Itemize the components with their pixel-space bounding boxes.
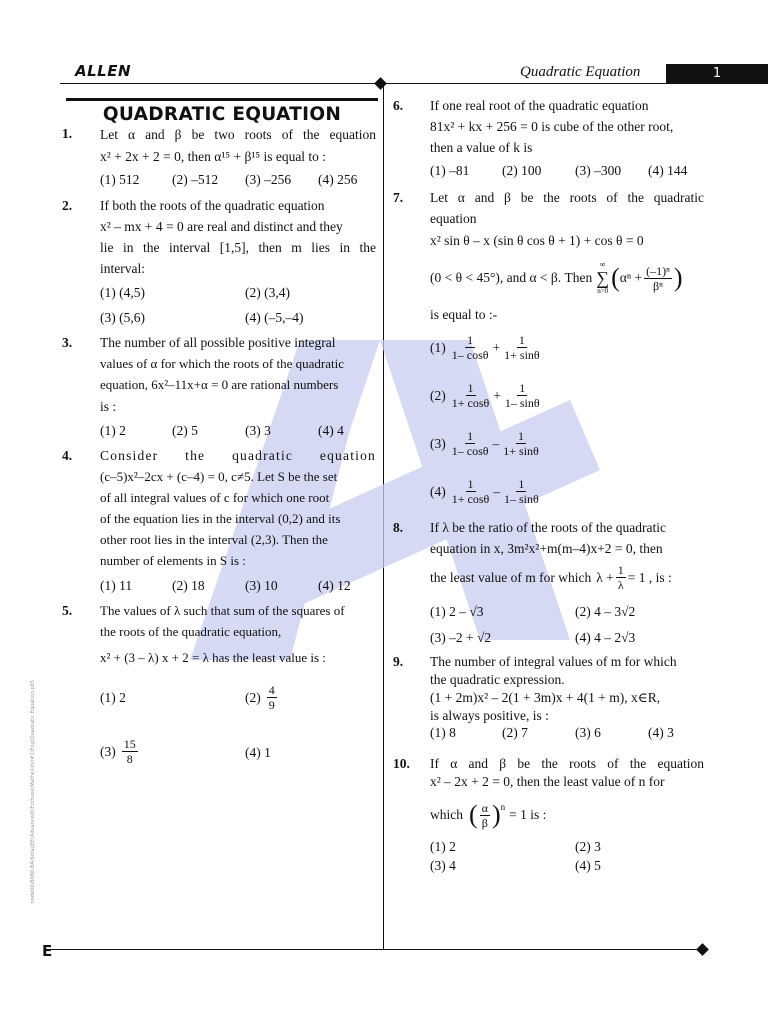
question-text: Let α and β be the roots of the quadratic [430,190,704,205]
question-text: then a value of k is [430,140,533,155]
option: (1) 8 [430,725,456,740]
side-path-text: node06\B0B0-BA\Kota\JEE(Advanced)\Enthuse\Maths\Unit#1\Eng\Quadratic Equation.p65 [30,680,36,904]
question-text: If both the roots of the quadratic equation [100,198,325,213]
question-text: is equal to :- [430,307,498,322]
question-text: The number of integral values of m for which [430,654,677,669]
header-rule [60,83,768,84]
question-text: other root lies in the interval (2,3). Then the [100,532,328,547]
footer-diamond [696,943,709,956]
question-text: equation [430,211,477,226]
option: (3) 6 [575,725,601,740]
option: (4) 3 [648,725,674,740]
question-number: 2. [62,198,73,213]
question-text: If one real root of the quadratic equation [430,98,649,113]
option: (3) 10 [245,578,278,593]
question-text: (1 + 2m)x² – 2(1 + 3m)x + 4(1 + m), x∈R, [430,690,661,705]
option: (2) 4 – 3√2 [575,604,636,619]
option: (3) $\frac{15}{8}$ [100,737,136,766]
option: (2) $\frac{4}{9}$ [245,683,275,712]
header-diamond [374,77,387,90]
question-number: 3. [62,335,73,350]
option: (2) (3,4) [245,285,290,300]
option: (2) 3 [575,839,601,854]
question-text: Consider the quadratic equation [100,448,376,463]
option: (4) 1 [245,745,271,760]
option: (3) –2 + √2 [430,630,492,645]
option: (4) (–5,–4) [245,310,304,325]
option: (1) 2 – √3 [430,604,484,619]
question-number: 5. [62,603,73,618]
option: (1) 2 [100,423,126,438]
option: (4) $\frac{1}{1+ \cos\theta}$ – $\frac{1}{1- \sin\theta}$ [430,477,539,506]
question-text: number of elements in S is : [100,553,246,568]
question-text: x² + 2x + 2 = 0, then α¹⁵ + β¹⁵ is equal to : [100,149,327,164]
option: (3) $\frac{1}{1- \cos\theta}$ – $\frac{1}{1+ \sin\theta}$ [430,429,539,458]
question-number: 10. [393,756,410,771]
option: (3) 3 [245,423,271,438]
option: (4) 5 [575,858,601,873]
option: (4) 4 [318,423,344,438]
option: (1) (4,5) [100,285,145,300]
question-text: (c–5)x²–2cx + (c–4) = 0, c≠5. Let S be the set [100,469,338,484]
footer-letter: E [42,942,53,960]
question-text: of all integral values of c for which one root [100,490,330,505]
question-text: interval: [100,261,145,276]
option: (1) 11 [100,578,133,593]
question-text: The number of all possible positive integral [100,335,336,350]
fraction: $\frac{1}{1- \cos\theta}$ [451,333,489,362]
question-text: If λ be the ratio of the roots of the quadratic [430,520,666,535]
fraction: $\frac{1}{1+ \sin\theta}$ [503,429,539,458]
page-title: QUADRATIC EQUATION [66,98,378,125]
option: (2) 100 [502,163,542,178]
option: (3) –256 [245,172,292,187]
question-text: x² – mx + 4 = 0 are real and distinct and they [100,219,343,234]
option: (1) $\frac{1}{1- \cos\theta}$ + $\frac{1}{1+ \sin\theta}$ [430,333,540,362]
option: (4) 256 [318,172,358,187]
question-text: x² sin θ – x (sin θ cos θ + 1) + cos θ = 0 [430,233,644,248]
fraction: $\frac{1}{1- \cos\theta}$ [451,429,489,458]
fraction: $\frac{1}{1+ \cos\theta}$ [451,381,490,410]
option: (1) 2 [100,690,126,705]
question-number: 8. [393,520,404,535]
question-text: Let α and β be two roots of the equation [100,127,376,142]
option: (2) $\frac{1}{1+ \cos\theta}$ + $\frac{1}{1- \sin\theta}$ [430,381,540,410]
fraction: $\frac{1}{1+ \sin\theta}$ [504,333,540,362]
question-text: equation, 6x²–11x+α = 0 are rational numbers [100,377,339,392]
question-text: 81x² + kx + 256 = 0 is cube of the other root, [430,119,674,134]
question-text: is always positive, is : [430,708,549,723]
question-text: (0 < θ < 45°), and α < β. Then ∞ ∑ n=0 ( αⁿ + $\frac{\text{(–1)ⁿ}}{\text{βⁿ}}$ ) [430,260,683,295]
option: (2) 5 [172,423,198,438]
option: (1) 512 [100,172,140,187]
question-text: The values of λ such that sum of the squares of [100,603,345,618]
option: (1) –81 [430,163,470,178]
question-text: the least value of m for which λ + $\frac{1}{\lambda}$ = 1 , is : [430,563,672,592]
option: (4) 144 [648,163,688,178]
question-number: 1. [62,126,73,141]
question-text: of the equation lies in the interval (0,2) and its [100,511,341,526]
question-number: 9. [393,654,404,669]
option: (3) 4 [430,858,456,873]
question-number: 4. [62,448,73,463]
question-text: x² – 2x + 2 = 0, then the least value of n for [430,774,665,789]
question-text: equation in x, 3m²x²+m(m–4)x+2 = 0, then [430,541,663,556]
question-text: x² + (3 – λ) x + 2 = λ has the least value is : [100,650,326,665]
option: (2) 7 [502,725,528,740]
option: (1) 2 [430,839,456,854]
fraction: $\frac{4}{9}$ [268,683,275,712]
question-text: the quadratic expression. [430,672,565,687]
question-number: 6. [393,98,404,113]
option: (4) 12 [318,578,351,593]
fraction: $\frac{1}{\lambda}$ [617,563,624,592]
question-text: lie in the interval [1,5], then m lies in the [100,240,376,255]
option: (3) (5,6) [100,310,145,325]
fraction: $\frac{1}{1- \sin\theta}$ [504,381,540,410]
option: (4) 4 – 2√3 [575,630,636,645]
question-text: values of α for which the roots of the quadratic [100,356,344,371]
fraction: $\frac{\text{(–1)ⁿ}}{\text{βⁿ}}$ [646,263,670,293]
option: (2) 18 [172,578,205,593]
fraction: $\frac{15}{8}$ [123,737,136,766]
footer-rule [46,949,702,950]
chapter-title: Quadratic Equation [520,64,641,80]
option: (2) –512 [172,172,219,187]
question-text: is : [100,399,117,414]
summation: ∞ ∑ n=0 [596,260,610,295]
page-number: 1 [666,64,768,84]
question-text: If α and β be the roots of the equation [430,756,704,771]
fraction: $\frac{1}{1+ \cos\theta}$ [451,477,490,506]
question-number: 7. [393,190,404,205]
fraction: $\frac{1}{1- \sin\theta}$ [504,477,539,506]
brand-logo: ALLEN [75,62,132,80]
fraction: $\frac{\alpha}{\beta}$ [481,800,488,830]
question-text: which ( $\frac{\alpha}{\beta}$ ) $^n$ = 1 is : [430,800,547,830]
question-text: the roots of the quadratic equation, [100,624,282,639]
option: (3) –300 [575,163,622,178]
